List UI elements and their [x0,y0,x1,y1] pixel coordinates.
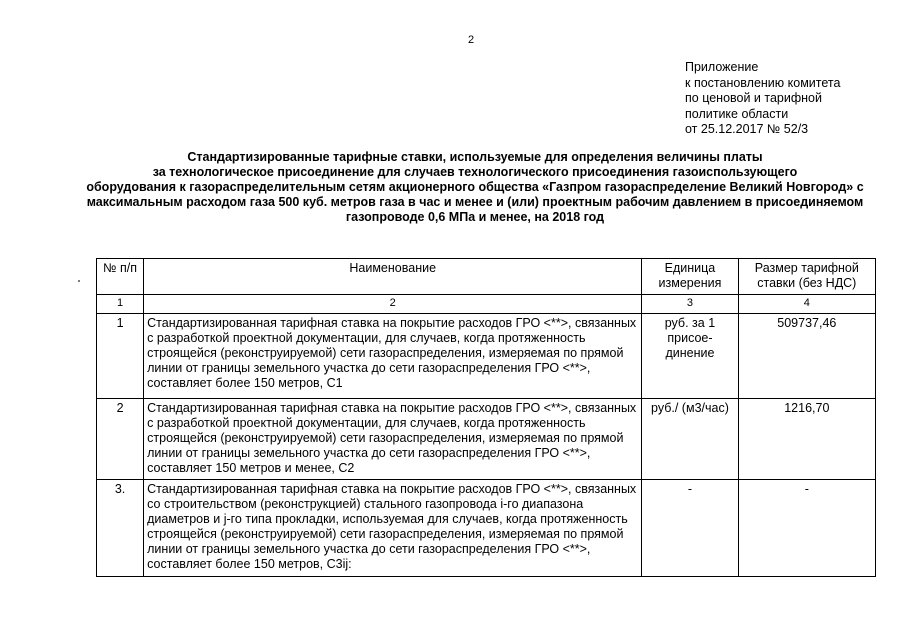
title-line: максимальным расходом газа 500 куб. метров газа в час и менее и (или) проектным рабочим давлением в присоединяемом [86,195,864,209]
document-title [60,150,890,225]
row-size: - [738,480,875,577]
row-number: 2 [97,399,144,480]
appendix-line: политике области [685,106,789,121]
row-name: Стандартизированная тарифная ставка на покрытие расходов ГРО <**>, связанных с разработкой проектной документации, для случаев, когда протяженность строящейся (реконструируемой) сети газораспределения, измеряемая по прямой линии от границы земельного участка до сети газораспределения ГРО <**>, составляет более 150 метров, С1 [144,314,642,399]
title-line: газопроводе 0,6 МПа и менее, на 2018 год [345,210,605,224]
header-unit: Единица измерения [642,259,738,295]
row-name: Стандартизированная тарифная ставка на покрытие расходов ГРО <**>, связанных со строительством (реконструкцией) стального газопровода i-го диапазона диаметров и j-го типа прокладки, используемая для случаев, когда протяженность строящейся (реконструируемой) сети газораспределения, измеряемая по прямой линии от границы земельного участка до сети газораспределения ГРО <**>, составляет более 150 метров, С3ij: [144,480,642,577]
appendix-line: от 25.12.2017 № 52/3 [685,122,809,136]
column-index: 1 [97,295,144,314]
tariff-table [96,258,876,577]
row-name: Стандартизированная тарифная ставка на покрытие расходов ГРО <**>, связанных с разработкой проектной документации, для случаев, когда протяженность строящейся (реконструируемой) сети газораспределения, измеряемая по прямой линии от границы земельного участка до сети газораспределения ГРО <**>, составляет 150 метров и менее, С2 [144,399,642,480]
column-index: 4 [738,295,875,314]
scan-speck [78,280,80,282]
row-unit: руб. за 1 присое-динение [642,314,738,399]
appendix-line: Приложение [685,60,759,74]
header-num: № п/п [97,259,144,295]
column-index: 2 [144,295,642,314]
appendix-line: к постановлению комитета [685,75,841,90]
table-row [97,480,876,577]
row-number: 1 [97,314,144,399]
row-unit: руб./ (м3/час) [642,399,738,480]
appendix-block [685,60,895,138]
table-row [97,399,876,480]
header-name: Наименование [144,259,642,295]
page-number: 2 [468,34,475,46]
title-line: за технологическое присоединение для случаев технологического присоединения газоиспользующего [152,165,798,179]
row-unit: - [642,480,738,577]
row-number: 3. [97,480,144,577]
row-size: 509737,46 [738,314,875,399]
table-row [97,314,876,399]
header-size: Размер тарифной ставки (без НДС) [738,259,875,295]
column-index-row [97,295,876,314]
table-header-row [97,259,876,295]
row-size: 1216,70 [738,399,875,480]
title-line: оборудования к газораспределительным сетям акционерного общества «Газпром газораспределение Великий Новгород» с [86,180,864,194]
column-index: 3 [642,295,738,314]
appendix-line: по ценовой и тарифной [685,91,822,105]
title-line: Стандартизированные тарифные ставки, используемые для определения величины платы [187,150,763,164]
